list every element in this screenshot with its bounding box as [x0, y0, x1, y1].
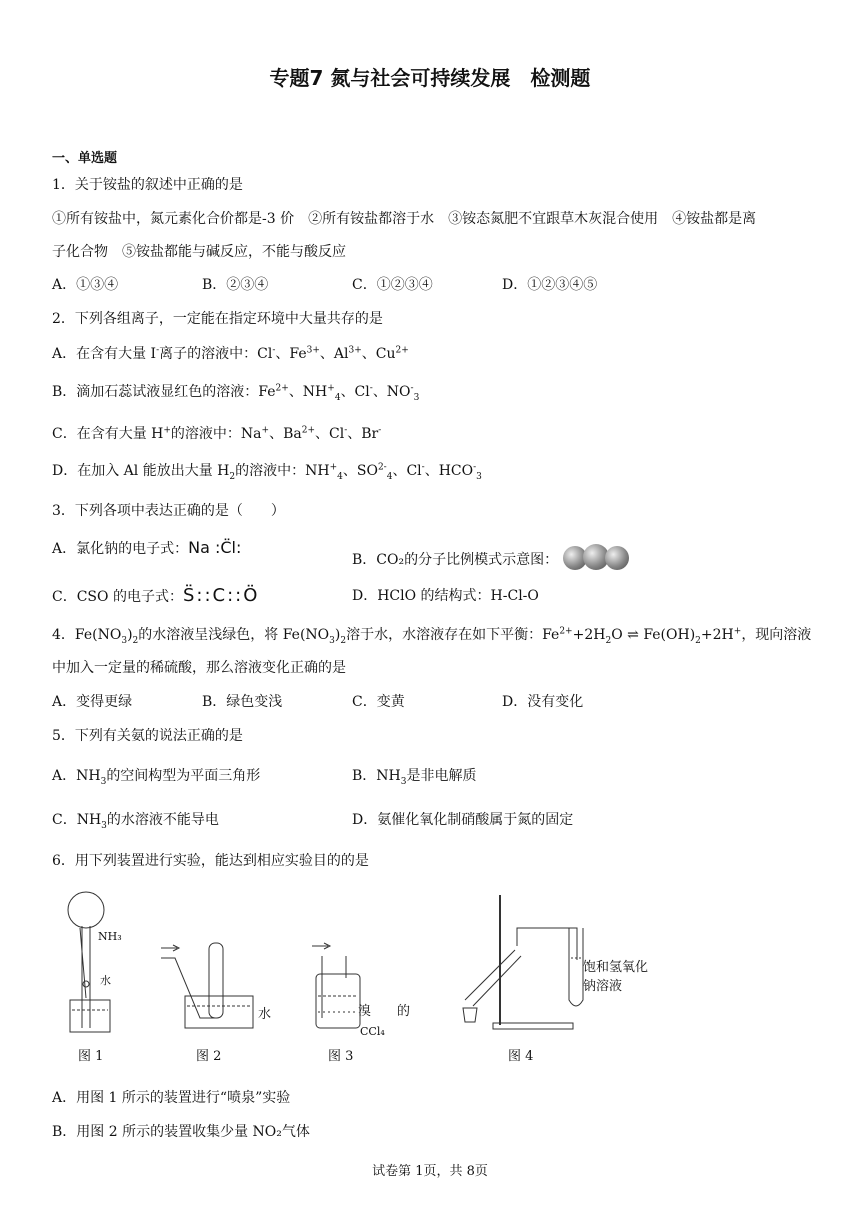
q4-option-c: C．变黄	[352, 694, 405, 710]
figure-1-fountain-apparatus	[60, 888, 140, 1033]
q6-stem: 6．用下列装置进行实验，能达到相应实验目的的是	[52, 853, 369, 869]
q6-option-b: B．用图 2 所示的装置收集少量 NO₂气体	[52, 1124, 310, 1140]
q1-option-a: A．①③④	[52, 277, 119, 293]
q2-option-c: C．在含有大量 H+的溶液中：Na+、$Ba^{2+}$、Cl-、Br-	[52, 425, 382, 442]
q4-option-a: A．变得更绿	[52, 694, 133, 710]
q2-option-a: A．在含有大量 I-离子的溶液中：Cl-、$Fe^{3+}$、$Al^{3+}$、$Cu^{2+}$	[52, 345, 409, 362]
q5-option-d: D．氨催化氧化制硝酸属于氮的固定	[352, 812, 574, 828]
q4-line1: 4．$Fe(NO_3)_2$的水溶液呈浅绿色，将 $Fe(NO_3)_2$溶于水，水溶液存在如下平衡：$Fe^{2+}+2H_2O$ ⇌ $Fe(OH)_2+2H^+$，现向溶液	[52, 626, 812, 646]
fig4-caption: 图 4	[508, 1049, 534, 1064]
page-title: 专题7 氮与社会可持续发展 检测题	[269, 66, 591, 90]
q3-stem: 3．下列各项中表达正确的是（ ）	[52, 503, 285, 519]
fig1-caption: 图 1	[78, 1049, 104, 1064]
figure-2-gas-collection	[155, 938, 255, 1033]
q5-stem: 5．下列有关氨的说法正确的是	[52, 728, 243, 744]
q3-option-c: C．CSO 的电子式：S̈::C::Ö	[52, 585, 260, 606]
fig3-ccl4-label: CCl₄	[360, 1025, 385, 1038]
q5-option-b: B．$NH_3$是非电解质	[352, 768, 477, 787]
q4-option-d: D．没有变化	[502, 694, 584, 710]
q1-statements-line1: ①所有铵盐中，氮元素化合价都是-3 价 ②所有铵盐都溶于水 ③铵态氮肥不宜跟草木灰混合使用 ④铵盐都是离	[52, 211, 757, 227]
fig3-caption: 图 3	[328, 1049, 354, 1064]
q1-option-c: C．①②③④	[352, 277, 433, 293]
page-footer: 试卷第 1页，共 8页	[372, 1164, 488, 1179]
q6-option-a: A．用图 1 所示的装置进行“喷泉”实验	[52, 1090, 291, 1106]
fig1-water-label: 水	[100, 974, 111, 987]
fig2-caption: 图 2	[196, 1049, 222, 1064]
q3-option-d: D．HClO 的结构式：H-Cl-O	[352, 588, 539, 604]
q1-option-b: B．②③④	[202, 277, 269, 293]
q4-option-b: B．绿色变浅	[202, 694, 283, 710]
q1-option-d: D．①②③④⑤	[502, 277, 598, 293]
q1-stem: 1．关于铵盐的叙述中正确的是	[52, 177, 243, 193]
q3-option-b: B．CO₂的分子比例模式示意图：	[352, 538, 629, 569]
co2-model-icon	[563, 558, 629, 574]
q2-option-b: B．滴加石蕊试液显红色的溶液：$Fe^{2+}$、$NH^+_4$、Cl-、$NO^-_3$	[52, 383, 420, 403]
section-heading: 一、单选题	[52, 151, 118, 166]
q3-option-a: A．氯化钠的电子式：Na :C̈l:	[52, 538, 242, 557]
fig4-naoh-label: 饱和氢氧化钠溶液	[583, 960, 649, 994]
q1-statements-line2: 子化合物 ⑤铵盐都能与碱反应，不能与酸反应	[52, 244, 346, 260]
q2-option-d: D．在加入 Al 能放出大量 $H_2$的溶液中：$NH^+_4$、$SO^{2-}_4$、Cl-、$HCO^-_3$	[52, 462, 482, 482]
fig1-nh3-label: NH₃	[98, 930, 122, 943]
fig3-bromine-label: 溴 的	[358, 1004, 411, 1019]
q5-option-a: A．$NH_3$的空间构型为平面三角形	[52, 768, 261, 787]
q4-line2: 中加入一定量的稀硫酸，那么溶液变化正确的是	[52, 660, 346, 676]
q2-stem: 2．下列各组离子，一定能在指定环境中大量共存的是	[52, 311, 383, 327]
q5-option-c: C．$NH_3$的水溶液不能导电	[52, 812, 219, 831]
fig2-water-label: 水	[258, 1007, 272, 1022]
